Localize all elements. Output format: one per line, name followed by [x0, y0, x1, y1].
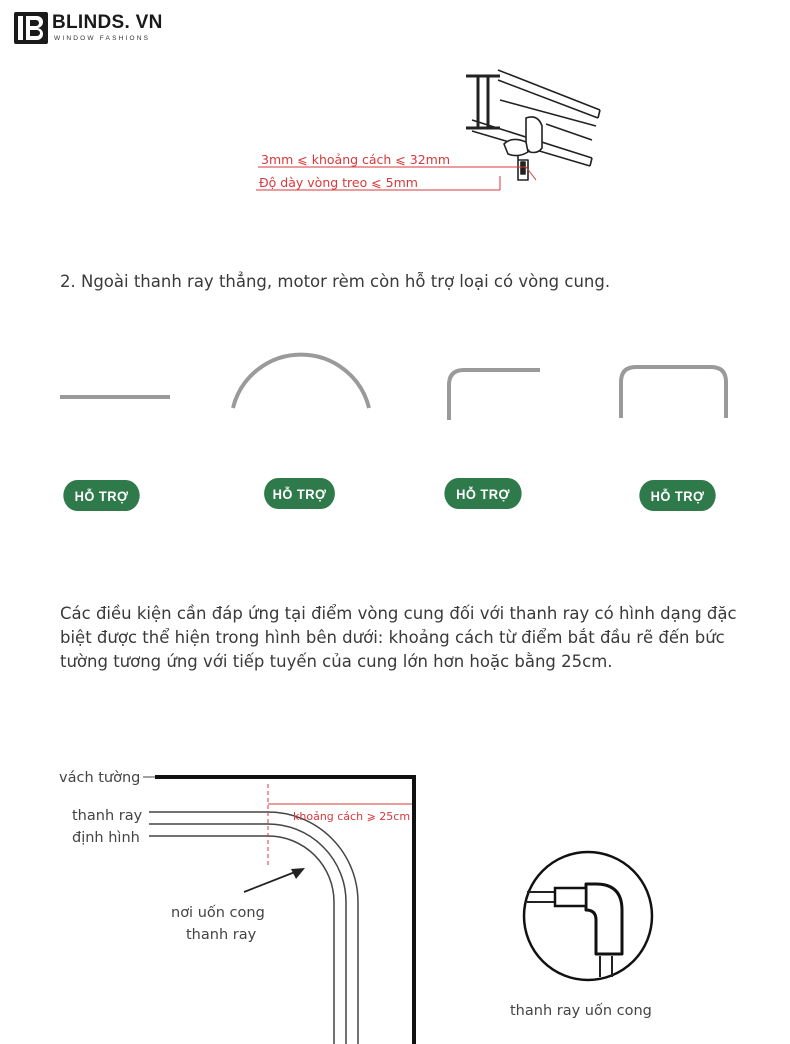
- bend-label-line2: thanh ray: [186, 927, 257, 943]
- paragraph-2: Các điều kiện cần đáp ứng tại điểm vòng cung đối với thanh ray có hình dạng đặc biệt được thể hiện trong hình bên dưới: khoảng cách từ điểm bắt đầu rẽ đến bức tường tương ứng với tiếp tuyến của cung lớn hơn hoặc bằng 25cm.: [60, 604, 737, 671]
- support-badge: HỖ TRỢ: [444, 478, 521, 509]
- u-rail-shape: [621, 367, 726, 418]
- min-distance-label: khoảng cách ⩾ 25cm: [293, 810, 411, 823]
- curved-rail-label: thanh ray uốn cong: [510, 1003, 652, 1019]
- support-badge: HỖ TRỢ: [63, 480, 139, 511]
- support-badge: HỖ TRỢ: [639, 480, 715, 511]
- wall-label: vách tường: [59, 770, 141, 786]
- track-hook-diagram: [0, 0, 790, 260]
- rail-label-line2: định hình: [72, 830, 140, 846]
- arc-rail-shape: [233, 355, 369, 408]
- paragraph-1: 2. Ngoài thanh ray thẳng, motor rèm còn hỗ trợ loại có vòng cung.: [60, 272, 611, 291]
- logo-tagline: WINDOW FASHIONS: [54, 35, 151, 42]
- curve-distance-diagram: [0, 760, 790, 1044]
- rail-shapes: [0, 340, 790, 430]
- bend-label-line1: nơi uốn cong: [171, 905, 265, 921]
- rail-label-line1: thanh ray: [72, 808, 143, 824]
- corner-rail-shape: [449, 370, 540, 420]
- logo-name: BLINDS. VN: [52, 12, 163, 33]
- track-gap-label: 3mm ⩽ khoảng cách ⩽ 32mm: [261, 152, 451, 167]
- ring-thickness-label: Độ dày vòng treo ⩽ 5mm: [259, 175, 418, 190]
- support-badge: HỖ TRỢ: [264, 478, 335, 509]
